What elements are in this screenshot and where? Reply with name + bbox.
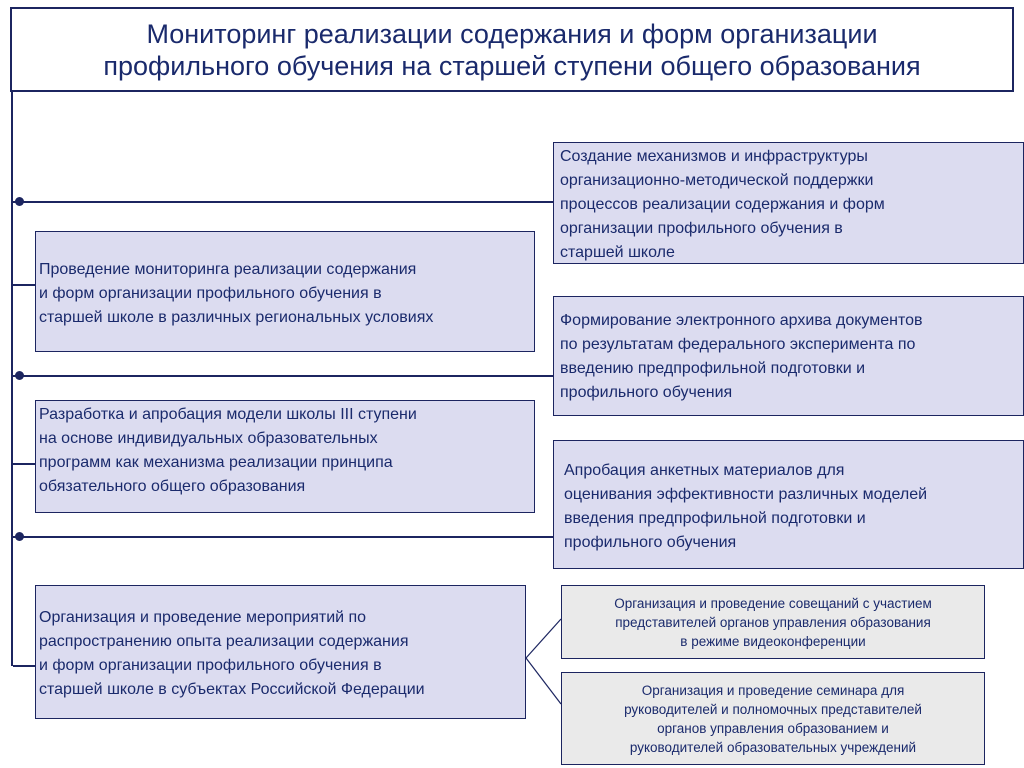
- text-line: Организация и проведение совещаний с участием: [614, 595, 932, 611]
- text-line: профильного обучения: [560, 384, 733, 401]
- sub-box-seminar: [561, 672, 985, 765]
- text-line: обязательного общего образования: [39, 478, 306, 495]
- text-line: Разработка и апробация модели школы III ступени: [39, 406, 417, 423]
- text-line: старшей школе: [560, 244, 675, 261]
- text-line: Создание механизмов и инфраструктуры: [560, 148, 868, 165]
- text-line: Проведение мониторинга реализации содержания: [39, 261, 417, 278]
- branch-line-upper: [526, 619, 561, 658]
- text-line: старшей школе в различных региональных условиях: [39, 309, 434, 326]
- text-line: органов управления образованием и: [657, 720, 889, 736]
- text-line: оценивания эффективности различных моделей: [564, 486, 928, 503]
- left-box-school-model: [35, 400, 535, 513]
- right-box-mechanisms: [553, 142, 1024, 264]
- text-line: введения предпрофильной подготовки и: [564, 510, 866, 527]
- text-line: распространению опыта реализации содержания: [39, 633, 409, 650]
- text-line: по результатам федерального эксперимента по: [560, 336, 916, 353]
- text-line: руководителей образовательных учреждений: [629, 739, 917, 755]
- text-line: в режиме видеоконференции: [680, 633, 866, 649]
- text-line: представителей органов управления образования: [615, 614, 931, 630]
- text-line: профильного обучения: [564, 534, 737, 551]
- title-line-2: профильного обучения на старшей ступени общего образования: [103, 50, 921, 81]
- text-line: организации профильного обучения в: [560, 220, 843, 237]
- text-line: на основе индивидуальных образовательных: [39, 430, 378, 447]
- text-line: руководителей и полномочных представителей: [624, 701, 922, 717]
- branch-line-lower: [526, 658, 561, 704]
- text-line: Апробация анкетных материалов для: [564, 462, 845, 479]
- text-line: организационно-методической поддержки: [560, 172, 874, 189]
- text-line: процессов реализации содержания и форм: [560, 196, 885, 213]
- text-line: и форм организации профильного обучения в: [39, 285, 382, 302]
- text-line: Организация и проведение семинара для: [641, 682, 905, 698]
- left-box-events: [35, 585, 526, 719]
- text-line: введению предпрофильной подготовки и: [560, 360, 866, 377]
- right-box-archive: [553, 296, 1024, 416]
- text-line: Формирование электронного архива документов: [560, 312, 923, 329]
- right-box-questionnaire: [553, 440, 1024, 569]
- left-box-monitoring: [35, 231, 535, 352]
- text-line: Организация и проведение мероприятий по: [39, 609, 367, 626]
- sub-box-videoconference: [561, 585, 985, 659]
- text-line: программ как механизма реализации принципа: [39, 454, 393, 471]
- title-line-1: Мониторинг реализации содержания и форм организации: [146, 18, 878, 49]
- text-line: и форм организации профильного обучения в: [39, 657, 382, 674]
- text-line: старшей школе в субъектах Российской Федерации: [39, 681, 425, 698]
